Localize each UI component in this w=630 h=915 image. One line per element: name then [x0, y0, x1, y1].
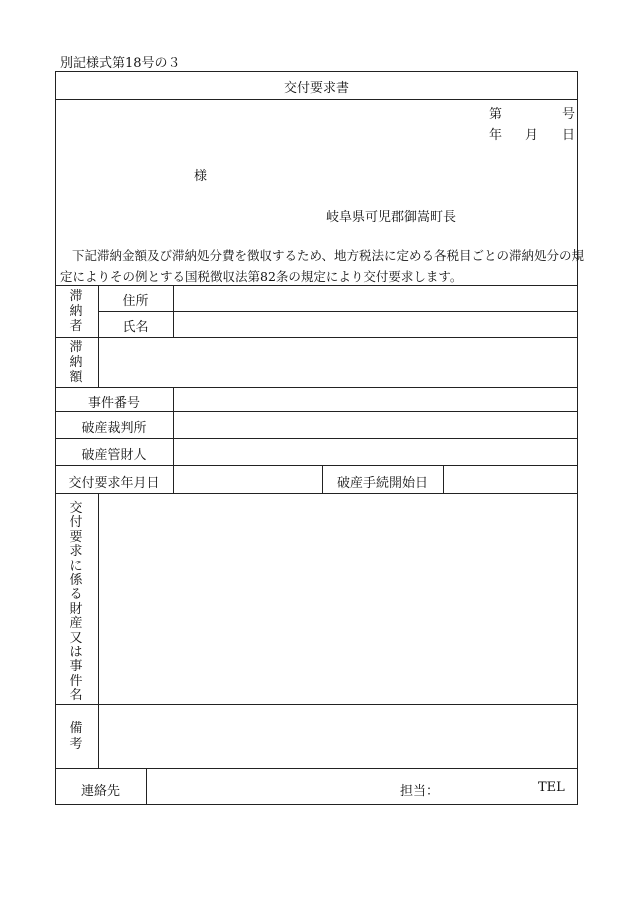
address-label: 住所: [122, 294, 149, 309]
contact-label: 連絡先: [80, 784, 120, 799]
amount-label: 滞納額: [69, 340, 83, 385]
number-suffix: 号: [562, 107, 576, 122]
date-month: 月: [525, 128, 539, 143]
date-year: 年: [489, 128, 503, 143]
tel-label: TEL: [538, 780, 565, 795]
issuer-name: 岐阜県可児郡御嵩町長: [326, 210, 457, 225]
amount-field[interactable]: [99, 338, 577, 387]
remarks-label: 備考: [69, 721, 83, 752]
request-date-label: 交付要求年月日: [68, 476, 160, 491]
person-in-charge-field[interactable]: [445, 774, 533, 798]
divider: [55, 768, 578, 769]
bankruptcy-start-field[interactable]: [444, 466, 577, 493]
trustee-label: 破産管財人: [81, 448, 147, 463]
person-in-charge-label: 担当：: [400, 784, 440, 799]
form-title: 交付要求書: [283, 81, 349, 96]
trustee-field[interactable]: [174, 439, 577, 465]
date-day: 日: [562, 128, 576, 143]
case-number-field[interactable]: [174, 388, 577, 411]
recipient-field[interactable]: [60, 162, 188, 182]
divider: [55, 99, 578, 100]
delinquent-label: 滞納者: [69, 289, 83, 334]
name-label: 氏名: [122, 320, 149, 335]
property-field[interactable]: [99, 494, 577, 704]
form-number-label: 別記様式第18号の３: [60, 56, 181, 71]
body-text-line-1: 下記滞納金額及び滞納処分費を徴収するため、地方税法に定める各税目ごとの滞納処分の規: [72, 248, 585, 263]
divider: [146, 768, 147, 805]
case-number-label: 事件番号: [87, 396, 140, 411]
recipient-suffix: 様: [194, 169, 208, 184]
remarks-field[interactable]: [99, 705, 577, 768]
property-label: 交付要求に係る財産又は事件名: [69, 501, 83, 704]
number-prefix: 第: [489, 107, 503, 122]
body-text-line-2: 定によりその例とする国税徴収法第82条の規定により交付要求します。: [60, 269, 463, 284]
court-field[interactable]: [174, 412, 577, 438]
bankruptcy-start-label: 破産手続開始日: [336, 476, 428, 491]
request-date-field[interactable]: [174, 466, 322, 493]
name-field[interactable]: [174, 312, 577, 337]
address-field[interactable]: [174, 286, 577, 311]
court-label: 破産裁判所: [81, 421, 147, 436]
